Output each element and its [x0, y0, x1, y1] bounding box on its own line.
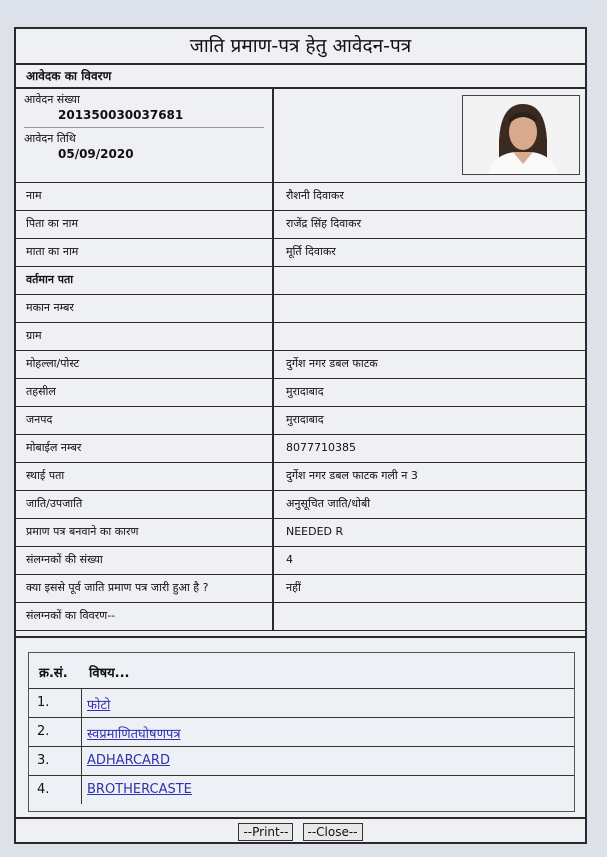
- detail-label: माता का नाम: [16, 239, 274, 266]
- detail-row: [16, 463, 585, 491]
- attachment-serial: 3.: [37, 753, 50, 768]
- detail-row: [16, 239, 585, 267]
- detail-label: पिता का नाम: [16, 211, 274, 238]
- detail-row: [16, 603, 585, 631]
- form-title: जाति प्रमाण-पत्र हेतु आवेदन-पत्र: [16, 29, 585, 65]
- detail-value: राजेंद्र सिंह दिवाकर: [286, 217, 362, 230]
- detail-label: जाति/उपजाति: [16, 491, 274, 518]
- detail-value: नहीं: [286, 581, 301, 594]
- detail-value: मुरादाबाद: [286, 385, 324, 398]
- close-button[interactable]: --Close--: [303, 823, 363, 841]
- detail-label: ग्राम: [16, 323, 274, 350]
- detail-row: [16, 575, 585, 603]
- attachment-serial: 2.: [37, 724, 50, 739]
- detail-value: 8077710385: [286, 441, 356, 454]
- detail-row: [16, 183, 585, 211]
- attachments-table: [28, 652, 575, 812]
- attachment-serial: 4.: [37, 782, 50, 797]
- applicant-photo: [462, 95, 580, 175]
- detail-row: [16, 547, 585, 575]
- detail-row: [16, 407, 585, 435]
- detail-row: [16, 491, 585, 519]
- application-number: 201350030037681: [58, 108, 184, 122]
- detail-value: [274, 295, 585, 322]
- detail-value: मुरादाबाद: [286, 413, 324, 426]
- application-number-label: आवेदन संख्या: [24, 93, 80, 106]
- detail-row: [16, 267, 585, 295]
- attachment-link[interactable]: फोटो: [87, 698, 111, 713]
- detail-label: नाम: [16, 183, 274, 210]
- attachment-row: [29, 688, 574, 717]
- detail-value: NEEDED R: [286, 525, 344, 538]
- detail-label: मोहल्ला/पोस्ट: [16, 351, 274, 378]
- detail-row: [16, 323, 585, 351]
- detail-label: संलग्नकों की संख्या: [16, 547, 274, 574]
- button-bar: [16, 821, 585, 841]
- detail-value: अनुसूचित जाति/धोबी: [286, 497, 371, 510]
- attachment-link[interactable]: BROTHERCASTE: [87, 782, 192, 797]
- attachment-link[interactable]: ADHARCARD: [87, 753, 170, 768]
- detail-value: दुर्गेश नगर डबल फाटक गली न 3: [286, 469, 418, 482]
- column-divider: [81, 718, 82, 746]
- detail-value: [274, 603, 585, 630]
- attachment-link[interactable]: स्वप्रमाणितघोषणपत्र: [87, 727, 181, 742]
- detail-label: स्थाई पता: [16, 463, 274, 490]
- application-date-label: आवेदन तिथि: [24, 132, 76, 145]
- detail-row: [16, 295, 585, 323]
- detail-value: [274, 323, 585, 350]
- details-grid: [16, 89, 585, 631]
- detail-row: [16, 351, 585, 379]
- detail-label: मकान नम्बर: [16, 295, 274, 322]
- column-divider: [81, 747, 82, 775]
- column-serial-header: क्र.सं.: [39, 666, 68, 681]
- detail-value: 4: [286, 553, 293, 566]
- detail-label: क्या इससे पूर्व जाति प्रमाण पत्र जारी हुआ है ?: [16, 575, 274, 602]
- detail-value: [274, 267, 585, 294]
- detail-row: [16, 211, 585, 239]
- detail-label: प्रमाण पत्र बनवाने का कारण: [16, 519, 274, 546]
- application-form: [14, 27, 587, 844]
- application-header-block: [16, 89, 585, 183]
- detail-row: [16, 435, 585, 463]
- application-info: [16, 89, 274, 182]
- attachment-serial: 1.: [37, 695, 50, 710]
- application-date: 05/09/2020: [58, 147, 134, 161]
- attachments-header: [29, 653, 574, 688]
- section-heading: आवेदक का विवरण: [16, 63, 585, 89]
- column-divider: [81, 776, 82, 804]
- attachment-row: [29, 717, 574, 746]
- column-subject-header: विषय...: [89, 666, 130, 681]
- attachment-row: [29, 746, 574, 775]
- detail-label: वर्तमान पता: [16, 267, 274, 294]
- detail-value: रौशनी दिवाकर: [286, 189, 344, 202]
- detail-label: तहसील: [16, 379, 274, 406]
- print-button[interactable]: --Print--: [238, 823, 293, 841]
- detail-label: जनपद: [16, 407, 274, 434]
- attachments-section: [16, 636, 585, 819]
- applicant-photo-image: [463, 96, 580, 175]
- detail-value: दुर्गेश नगर डबल फाटक: [286, 357, 378, 370]
- detail-row: [16, 519, 585, 547]
- attachment-row: [29, 775, 574, 804]
- column-divider: [81, 689, 82, 717]
- detail-row: [16, 379, 585, 407]
- detail-label: संलग्नकों का विवरण--: [16, 603, 274, 630]
- detail-label: मोबाईल नम्बर: [16, 435, 274, 462]
- divider: [24, 127, 264, 128]
- detail-value: मूर्ति दिवाकर: [286, 245, 336, 258]
